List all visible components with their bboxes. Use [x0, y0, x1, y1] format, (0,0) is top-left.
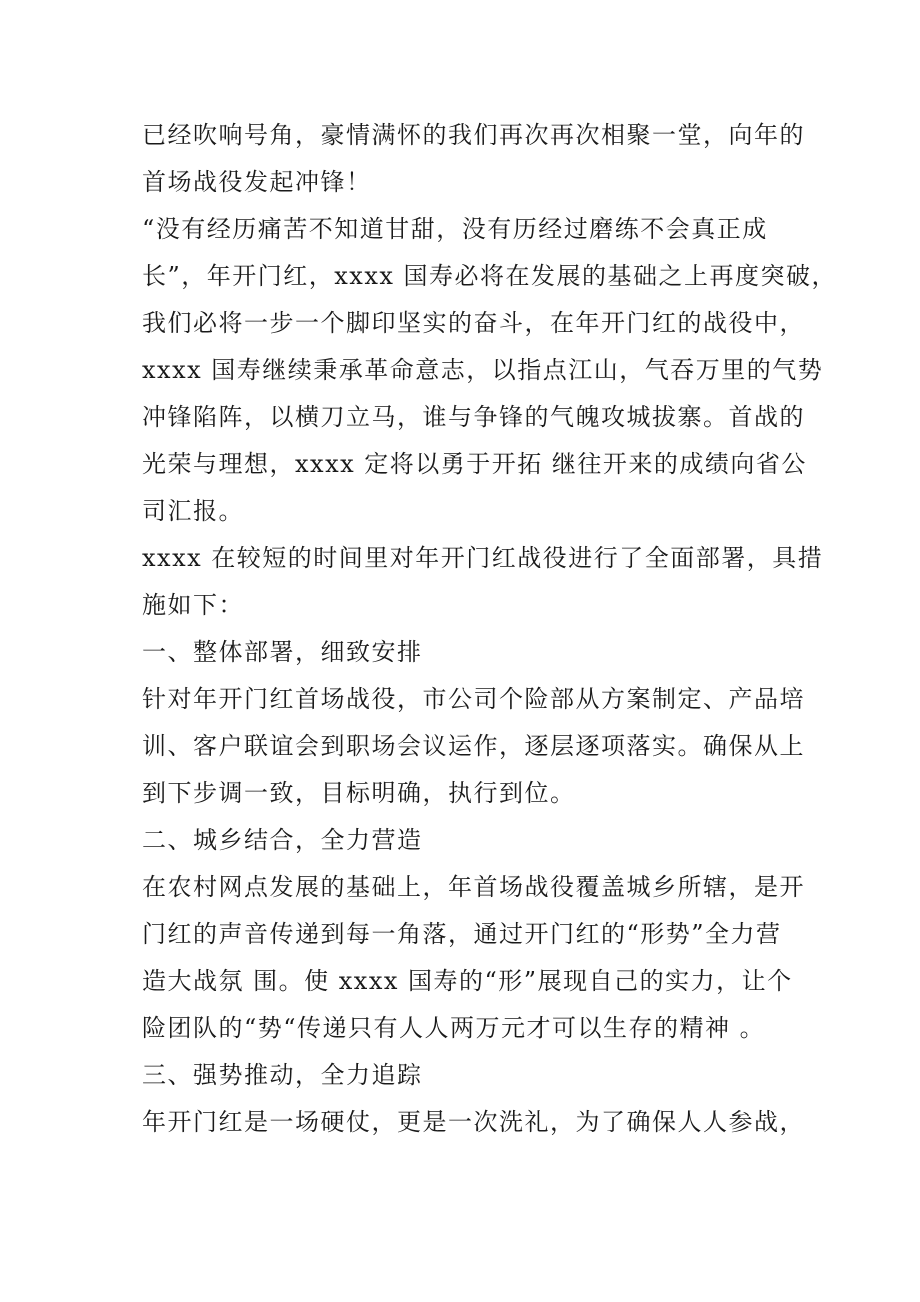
paragraph-line: xxxx 在较短的时间里对年开门红战役进行了全面部署，具措	[142, 544, 824, 572]
paragraph-line: 光荣与理想，xxxx 定将以勇于开拓 继往开来的成绩向省公	[142, 450, 807, 478]
paragraph-line: 我们必将一步一个脚印坚实的奋斗，在年开门红的战役中，	[142, 309, 805, 337]
paragraph-line: 针对年开门红首场战役，市公司个险部从方案制定、产品培	[142, 685, 805, 713]
section-heading: 二、城乡结合，全力营造	[142, 826, 423, 854]
paragraph-line: 造大战氛 围。使 xxxx 国寿的“形”展现自己的实力，让个	[142, 967, 793, 995]
document-body	[142, 112, 838, 1146]
paragraph-line: 险团队的“势“传递只有人人两万元才可以生存的精神 。	[142, 1014, 766, 1042]
section-heading: 三、强势推动，全力追踪	[142, 1061, 423, 1089]
paragraph-line: 训、客户联谊会到职场会议运作，逐层逐项落实。确保从上	[142, 732, 805, 760]
section-heading: 一、整体部署，细致安排	[142, 638, 423, 666]
paragraph-line: xxxx 国寿继续秉承革命意志，以指点江山，气吞万里的气势	[142, 356, 824, 384]
paragraph-line: “没有经历痛苦不知道甘甜，没有历经过磨练不会真正成	[142, 215, 768, 243]
paragraph-line: 司汇报。	[142, 497, 244, 525]
paragraph-line: 已经吹响号角，豪情满怀的我们再次再次相聚一堂，向年的	[142, 121, 805, 149]
paragraph-line: 门红的声音传递到每一角落，通过开门红的“形势”全力营	[142, 920, 782, 948]
paragraph-line: 到下步调一致，目标明确，执行到位。	[142, 779, 576, 807]
paragraph-line: 首场战役发起冲锋！	[142, 168, 372, 196]
paragraph-line: 长”，年开门红，xxxx 国寿必将在发展的基础之上再度突破，	[142, 262, 838, 290]
paragraph-line: 冲锋陷阵，以横刀立马，谁与争锋的气魄攻城拔寨。首战的	[142, 403, 805, 431]
paragraph-line: 在农村网点发展的基础上，年首场战役覆盖城乡所辖，是开	[142, 873, 805, 901]
paragraph-line: 施如下：	[142, 591, 244, 619]
paragraph-line: 年开门红是一场硬仗，更是一次洗礼，为了确保人人参战，	[142, 1108, 805, 1136]
